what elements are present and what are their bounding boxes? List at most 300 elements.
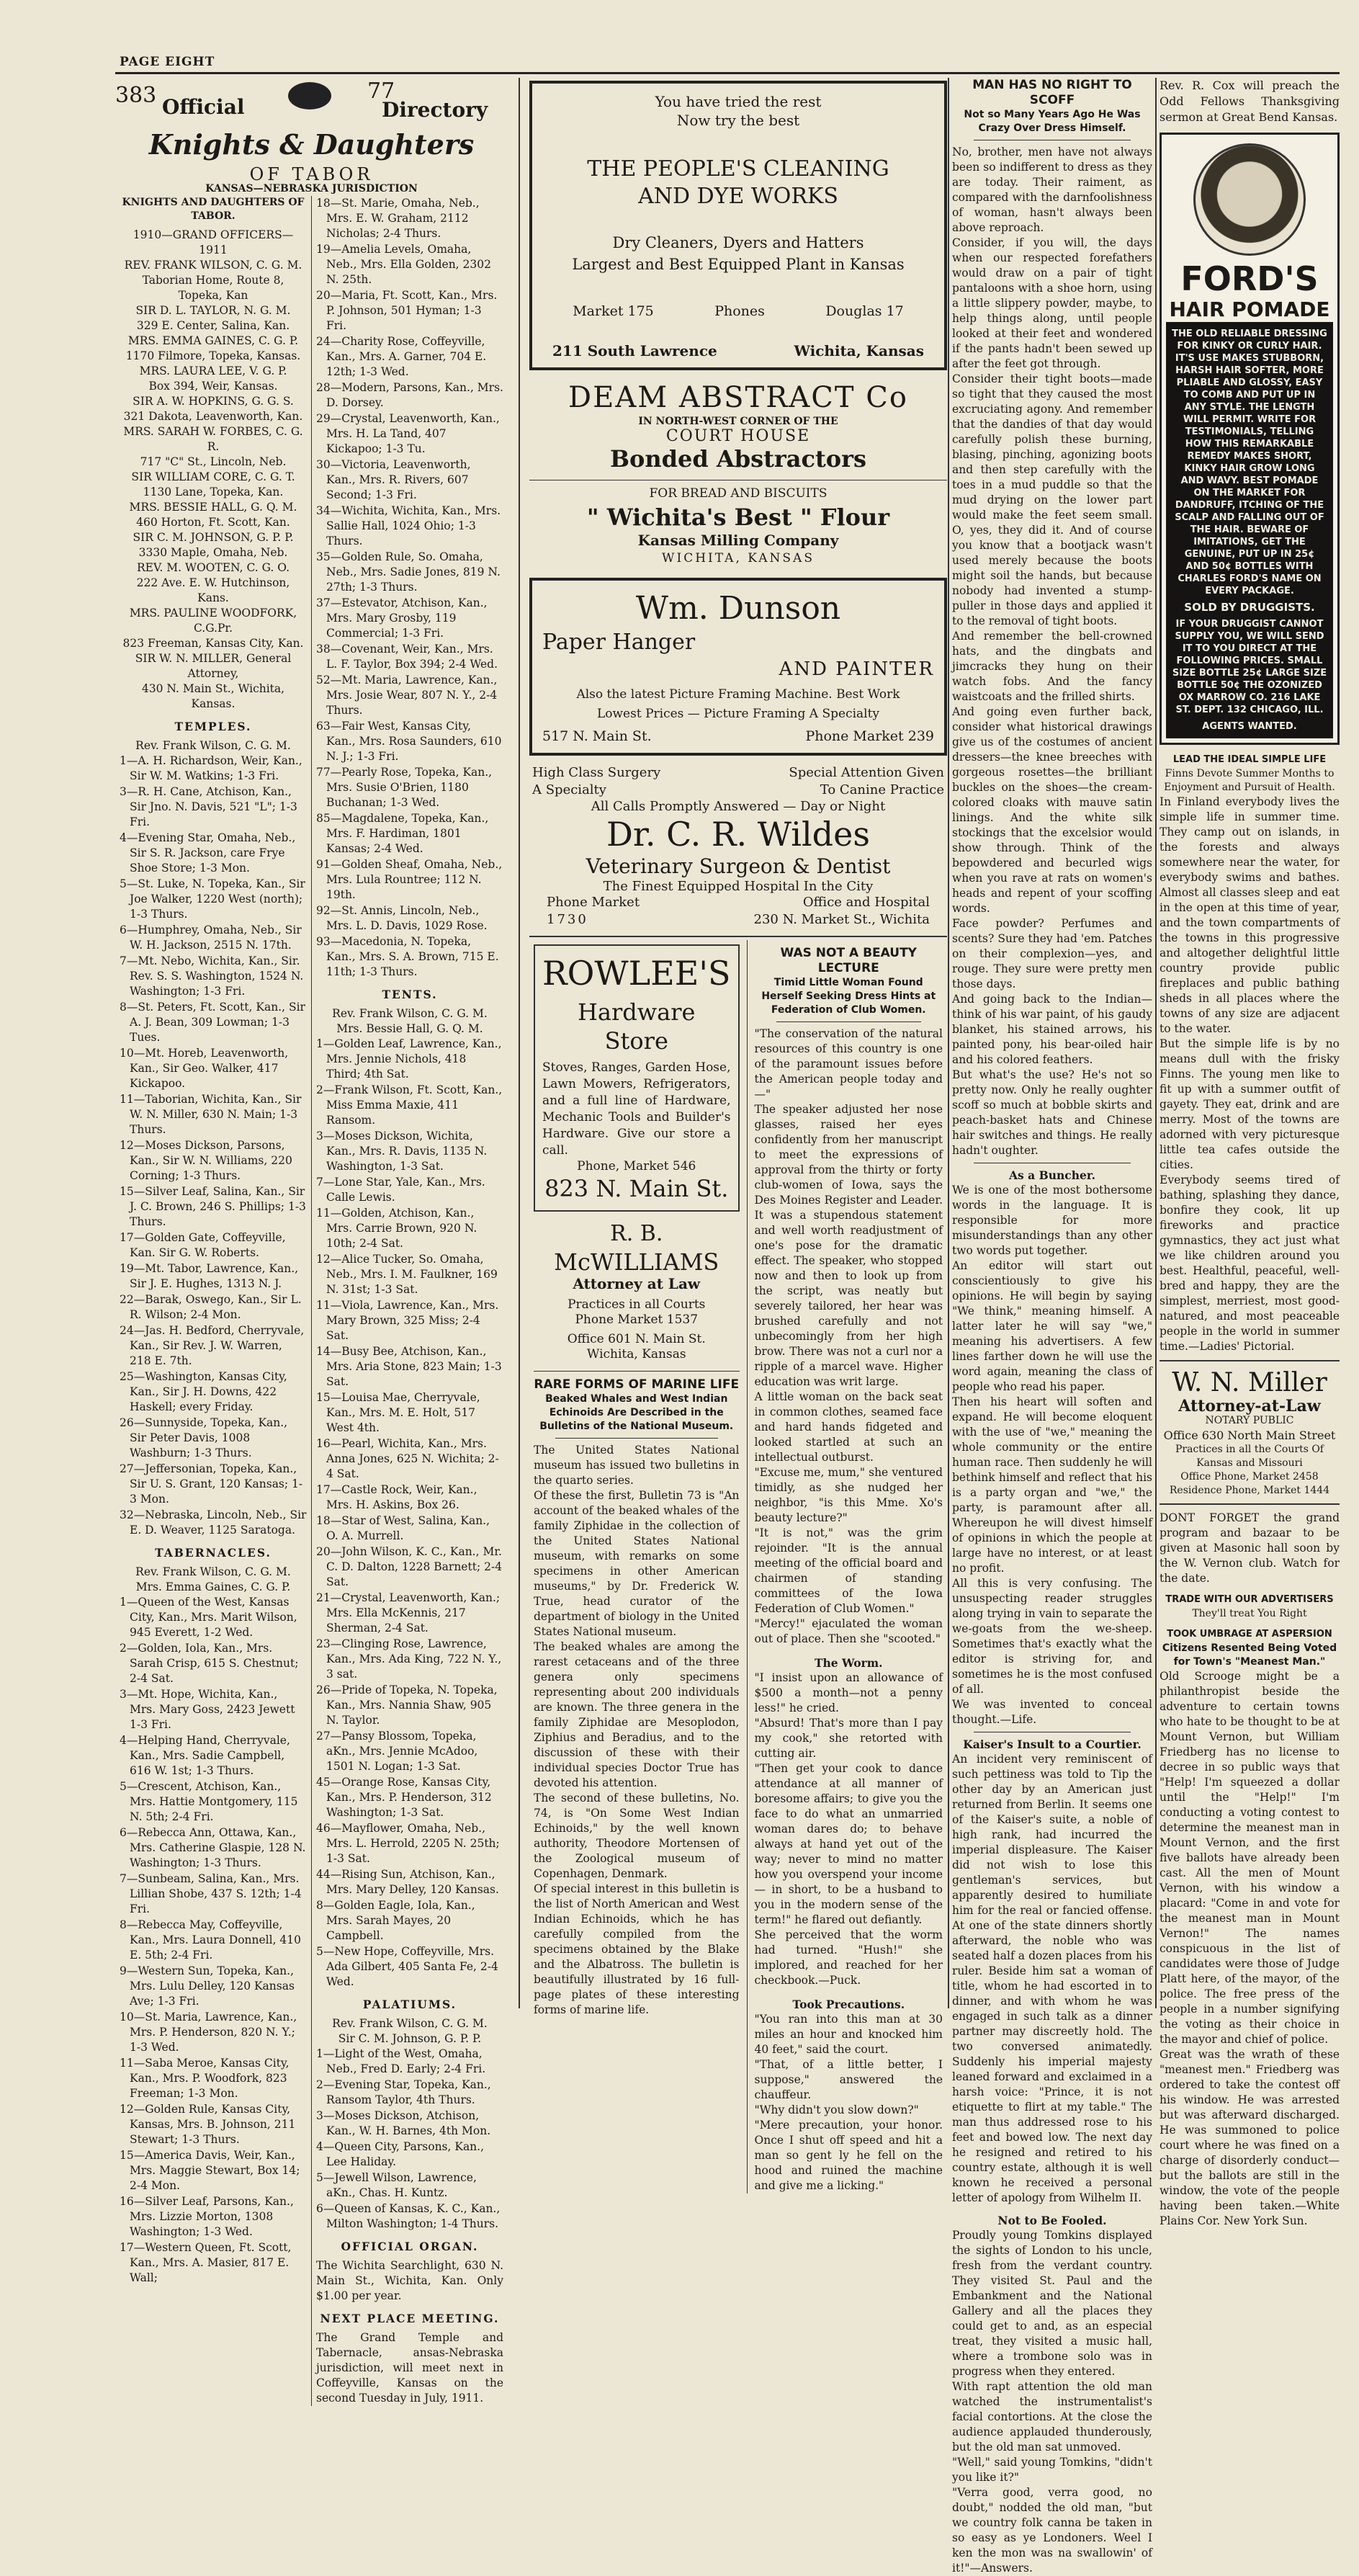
scrooge-deck: Citizens Resented Being Voted for Town's "Meanest Man." bbox=[1162, 1642, 1337, 1668]
right-entries bbox=[316, 196, 503, 980]
deam-sub2: COURT HOUSE bbox=[665, 427, 811, 445]
temple-entry: 32—Nebraska, Lincoln, Neb., Sir E. D. Weaver, 1125 Saratoga. bbox=[120, 1508, 307, 1537]
fooled-para: "Well," said young Tomkins, "didn't you like it?" bbox=[952, 2456, 1152, 2484]
temple-entry: 6—Humphrey, Omaha, Neb., Sir W. H. Jackson, 2515 N. 17th. bbox=[120, 923, 302, 952]
temple-entry: 19—Mt. Tabor, Lawrence, Kan., Sir J. E. Hughes, 1313 N. J. bbox=[120, 1262, 299, 1290]
kaiser-headline: Kaiser's Insult to a Courtier. bbox=[963, 1738, 1142, 1751]
tabernacle-entry: 20—Maria, Ft. Scott, Kan., Mrs. P. Johnson, 501 Hyman; 1-3 Fri. bbox=[316, 289, 498, 332]
marine-deck: Beaked Whales and West Indian Echinoids Are Described in the Bulletins of the National Museum. bbox=[539, 1393, 734, 1432]
precautions-para: "Why didn't you slow down?" bbox=[754, 2103, 919, 2116]
scoff-para: Face powder? Perfumes and scents? Sure they had 'em. Patches on their complexion—yes, and rouge. They sure were pretty men those days. bbox=[952, 917, 1152, 990]
tent-entry: 14—Busy Bee, Atchison, Kan., Mrs. Aria Stone, 823 Main; 1-3 Sat. bbox=[316, 1345, 502, 1388]
ford-body: THE OLD RELIABLE DRESSING FOR KINKY OR CURLY HAIR. IT'S USE MAKES STUBBORN, HARSH HAIR SOFTER, MORE PLIABLE AND GLOSSY, EASY TO COMB AND PUT UP IN ANY STYLE. THE LENGTH WILL PERMIT. WRITE FOR TESTIMONIALS, TELLING HOW THIS REMARKABLE REMEDY MAKES SHORT, KINKY HAIR GROW LONG AND WAVY. BEST POMADE ON THE MARKET FOR DANDRUFF, ITCHING OF THE SCALP AND FALLING OUT OF THE HAIR. BEWARE OF IMITATIONS, GET THE GENUINE, PUT UP IN 25¢ AND 50¢ BOTTLES WITH CHARLES FORD'S NAME ON EVERY PACKAGE. bbox=[1172, 328, 1327, 596]
jurisdiction: KANSAS—NEBRASKA JURISDICTION bbox=[205, 183, 418, 194]
emblem-icon bbox=[288, 82, 331, 109]
tabernacle-entry: 5—Crescent, Atchison, Kan., Mrs. Hattie Montgomery, 115 N. 5th; 2-4 Fri. bbox=[120, 1780, 298, 1823]
column-rule bbox=[1155, 78, 1157, 2008]
beauty-article bbox=[755, 946, 943, 1647]
scoff-deck: Not so Many Years Ago He Was Crazy Over Dress Himself. bbox=[964, 109, 1141, 134]
flour-ad bbox=[529, 480, 947, 573]
tent-entry: 11—Golden, Atchison, Kan., Mrs. Carrie Brown, 920 N. 10th; 2-4 Sat. bbox=[316, 1207, 477, 1250]
officer-line: 823 Freeman, Kansas City, Kan. bbox=[122, 637, 304, 650]
marine-para: Of special interest in this bulletin is the list of North American and West Indian Echinoids, which he has carefully compiled from the specimens obtained by the Blake and the Albatross. The bulletin is beautifully illustrated by 16 full-page plates of these interesting forms of marine life. bbox=[534, 1882, 740, 2016]
officer-line: Taborian Home, Route 8, Topeka, Kan bbox=[142, 274, 284, 302]
directory-number-right: 77 bbox=[367, 79, 395, 104]
temple-entry: 1—A. H. Richardson, Weir, Kan., Sir W. M. Watkins; 1-3 Fri. bbox=[120, 754, 302, 782]
right-column bbox=[1160, 78, 1340, 2227]
palatium-entry: 6—Queen of Kansas, K. C., Kan., Milton Washington; 1-4 Thurs. bbox=[316, 2202, 501, 2230]
wildes-calls: All Calls Promptly Answered — Day or Night bbox=[591, 799, 886, 814]
tent-entry: 20—John Wilson, K. C., Kan., Mr. C. D. Dalton, 1228 Barnett; 2-4 Sat. bbox=[316, 1545, 503, 1588]
marine-article bbox=[534, 1377, 740, 2018]
directory-right bbox=[312, 196, 508, 2406]
rowlee-phone: Phone, Market 546 bbox=[577, 1159, 696, 1173]
tent-entry: 5—New Hope, Coffeyville, Mrs. Ada Gilbert, 405 Santa Fe, 2-4 Wed. bbox=[316, 1945, 498, 1988]
temple-entry: 7—Mt. Nebo, Wichita, Kan., Sir. Rev. S. S. Washington, 1524 N. Washington; 1-3 Fri. bbox=[120, 954, 304, 998]
marine-para: The United States National museum has issued two bulletins in the quarto series. bbox=[534, 1444, 740, 1487]
tabernacle-entry: 8—Rebecca May, Coffeyville, Kan., Mrs. Laura Donnell, 410 E. 5th; 2-4 Fri. bbox=[120, 1918, 302, 1962]
miller-practice: Practices in all the Courts Of Kansas and Missouri bbox=[1175, 1444, 1324, 1469]
mcwilliams-line4: Wichita, Kansas bbox=[586, 1347, 686, 1361]
deam-sub1: IN NORTH-WEST CORNER OF THE bbox=[638, 416, 838, 427]
tabernacle-entry: 4—Helping Hand, Cherryvale, Kan., Mrs. Sadie Campbell, 616 W. 1st; 1-3 Thurs. bbox=[120, 1734, 290, 1777]
fooled-para: Proudly young Tomkins displayed the sights of London to his uncle, fresh from the verdant country. They visited St. Paul and the Embankment and the National Gallery and all the places they could get to and, as an especial treat, they visited a music hall, where a trombone solo was in progress when they entered. bbox=[952, 2229, 1152, 2378]
directory-number-left: 383 bbox=[115, 83, 157, 108]
palatium-entry: 2—Evening Star, Topeka, Kan., Ransom Taylor, 4th Thurs. bbox=[316, 2078, 491, 2106]
scoff-para: And going even further back, consider what historical drawings give us of the costumes of ancient dressers—the knee breeches with gorgeous rosettes—the brilliant buckles on the shoes—the cream-colored cloaks with mauve satin linings. And the white silk stockings that the excelsior would show through. Think of the bepowdered and becurled wigs when you rave at rats on women's heads and repent of your scoffing words. bbox=[952, 705, 1152, 915]
buncher-headline: As a Buncher. bbox=[1009, 1168, 1095, 1182]
scoff-headline: MAN HAS NO RIGHT TO SCOFF bbox=[972, 78, 1132, 107]
tabernacle-entry: 24—Charity Rose, Coffeyville, Kan., Mrs. A. Garner, 704 E. 12th; 1-3 Wed. bbox=[316, 335, 487, 378]
tent-entry: 45—Orange Rose, Kansas City, Kan., Mrs. P. Henderson, 312 Washington; 1-3 Sat. bbox=[316, 1776, 492, 1819]
palatiums-intro: Sir C. M. Johnson, G. P. P. bbox=[338, 2032, 482, 2045]
flour-title: " Wichita's Best " Flour bbox=[586, 504, 890, 531]
woman-portrait-icon bbox=[1193, 143, 1306, 256]
mcwilliams-name1: R. B. bbox=[610, 1221, 663, 1246]
temple-entry: 24—Jas. H. Bedford, Cherryvale, Kan., Sir Rev. J. W. Warren, 218 E. 7th. bbox=[120, 1324, 305, 1367]
temple-entry: 12—Moses Dickson, Parsons, Kan., Sir W. N. Williams, 220 Corning; 1-3 Thurs. bbox=[120, 1139, 292, 1182]
tabernacle-entry: 18—St. Marie, Omaha, Neb., Mrs. E. W. Graham, 2112 Nicholas; 2-4 Thurs. bbox=[316, 197, 480, 240]
scrooge-para: Great was the wrath of these "meanest men." Friedberg was ordered to take the contest off his window. He was arrested but was afterward discharged. He was summoned to police court where he was fined on a charge of disorderly conduct—but the ballots are still in the window, the vote of the people having been taken.—White Plains Cor. New York Sun. bbox=[1160, 2048, 1340, 2227]
tent-entry: 18—Star of West, Salina, Kan., O. A. Murrell. bbox=[316, 1514, 490, 1542]
tents-intro: Mrs. Bessie Hall, G. Q. M. bbox=[336, 1022, 483, 1035]
wildes-phone-label: Phone Market bbox=[547, 895, 640, 910]
tabernacle-entry: 92—St. Annis, Lincoln, Neb., Mrs. L. D. Davis, 1029 Rose. bbox=[316, 904, 488, 932]
tabernacle-entry: 1—Queen of the West, Kansas City, Kan., Mrs. Marit Wilson, 945 Everett, 1-2 Wed. bbox=[120, 1596, 297, 1639]
palatium-entry: 3—Moses Dickson, Atchison, Kan., W. H. Barnes, 4th Mon. bbox=[316, 2109, 491, 2137]
scoff-para: But what's the use? He's not so pretty now. Only he really oughter scoff so much at bobble skirts and peach-basket hats and Chinese hair switches and things. He really hadn't oughter. bbox=[952, 1068, 1152, 1157]
cleaning-line2: Now try the best bbox=[676, 112, 800, 129]
officer-line: 1170 Filmore, Topeka, Kansas. bbox=[125, 349, 301, 362]
cleaning-phone-left: Market 175 bbox=[573, 303, 654, 319]
col2-lower bbox=[529, 940, 947, 2193]
col2-lower-left bbox=[529, 940, 747, 2193]
wildes-office bbox=[754, 894, 930, 929]
officer-line: 430 N. Main St., Wichita, Kansas. bbox=[141, 682, 285, 710]
scoff-para: Consider their tight boots—made so tight that they caused the most excruciating agony. And remember that the dandies of that day would carefully polish these burning, blasing, pinching, agonizing boots and then step carefully with the toes in a mud puddle so that the mud drying on the lower part would make the feet seem small. O, yes, they did it. And of course you know that a bootjack wasn't used merely because the boots might soil the hands, but because nobody had invented a stump-puller in those days and applied it to the removal of tight boots. bbox=[952, 372, 1152, 627]
officer-line: 1130 Lane, Topeka, Kan. bbox=[143, 486, 284, 498]
temples-intro: Rev. Frank Wilson, C. G. M. bbox=[135, 739, 291, 752]
dunson-line2: Lowest Prices — Picture Framing A Specialty bbox=[596, 707, 880, 721]
directory-column bbox=[115, 78, 508, 2405]
tabernacle-entry: 37—Estevator, Atchison, Kan., Mrs. Mary Grosby, 119 Commercial; 1-3 Fri. bbox=[316, 596, 488, 640]
deam-title: DEAM ABSTRACT Co bbox=[568, 381, 908, 414]
tabernacle-entry: 3—Mt. Hope, Wichita, Kan., Mrs. Mary Goss, 2423 Jewett 1-3 Fri. bbox=[120, 1688, 295, 1731]
palatium-entry: 4—Queen City, Parsons, Kan., Lee Haliday. bbox=[316, 2140, 485, 2168]
cleaning-line1: You have tried the rest bbox=[655, 93, 822, 110]
tent-entry: 17—Castle Rock, Weir, Kan., Mrs. H. Askins, Box 26. bbox=[316, 1483, 477, 1511]
rowlee-body: Stoves, Ranges, Garden Hose, Lawn Mowers, Refrigerators, and a full line of Hardware, Mechanic Tools and Builder's Hardware. Give our store a call. bbox=[542, 1060, 731, 1158]
cleaning-ad bbox=[529, 81, 947, 370]
precautions-para: "That, of a little better, I suppose," answered the chauffeur. bbox=[754, 2058, 943, 2101]
officer-line: 717 "C" St., Lincoln, Neb. bbox=[140, 455, 287, 468]
scoff-para: No, brother, men have not always been so indifferent to dress as they are today. Their raiment, as compared with the darnfoolishness of woman, hasn't always been above reproach. bbox=[952, 146, 1152, 234]
officer-line: Box 394, Weir, Kansas. bbox=[148, 380, 278, 393]
officer-line: REV. FRANK WILSON, C. G. M. bbox=[124, 259, 302, 272]
buncher-para: We is one of the most bothersome words in the language. It is responsible for more misunderstandings than any other two words put together. bbox=[952, 1184, 1152, 1257]
tabernacle-entry: 93—Macedonia, N. Topeka, Kan., Mrs. S. A. Brown, 715 E. 11th; 1-3 Thurs. bbox=[316, 935, 499, 978]
org-subtitle: OF TABOR bbox=[249, 164, 374, 184]
tabernacle-entry: 2—Golden, Iola, Kan., Mrs. Sarah Crisp, 615 S. Chestnut; 2-4 Sat. bbox=[120, 1642, 299, 1685]
tabernacle-entry: 38—Covenant, Weir, Kan., Mrs. L. F. Taylor, Box 394; 2-4 Wed. bbox=[316, 643, 498, 671]
kaiser-article bbox=[952, 1737, 1152, 2206]
scrooge-para: Old Scrooge might be a philanthropist beside the adventure to certain towns who hate to be thought to be at Mount Vernon, but William Friedberg has no license to decree in so public ways that "Help! I'm squeezed a dollar until the "Help!" I'm conducting a voting contest to determine the meanest man in Mount Vernon, and the first five ballots have already been cast. All the men of Mount Vernon, with his window a placard: "Come in and vote for the meanest man in Mount Vernon!" The names conspicuous in the list of candidates were those of Judge Platt here, of the mayor, of the police. The free press of the people in a number signifying the voting as their choice in the mayor and chief of police. bbox=[1160, 1670, 1340, 2046]
tent-entry: 11—Viola, Lawrence, Kan., Mrs. Mary Brown, 325 Miss; 2-4 Sat. bbox=[316, 1299, 499, 1342]
temple-entry: 10—Mt. Horeb, Leavenworth, Kan., Sir Geo. Walker, 417 Kickapoo. bbox=[120, 1047, 289, 1090]
mcwilliams-name2: McWILLIAMS bbox=[554, 1248, 719, 1276]
wildes-hospital: The Finest Equipped Hospital In the City bbox=[603, 879, 874, 894]
tabernacle-entry: 16—Silver Leaf, Parsons, Kan., Mrs. Lizzie Morton, 1308 Washington; 1-3 Wed. bbox=[120, 2195, 294, 2238]
wildes-top bbox=[532, 764, 944, 799]
worm-para: "Absurd! That's more than I pay my cook," she retorted with cutting air. bbox=[754, 1717, 943, 1760]
officers-list bbox=[120, 258, 307, 712]
wildes-phone-num: 1730 bbox=[547, 912, 588, 927]
scoff-para: And going back to the Indian—think of his war paint, of his gaudy blanket, his stained arrows, his painted pony, his bear-oiled hair and his colored feathers. bbox=[952, 993, 1152, 1066]
tent-entry: 23—Clinging Rose, Lawrence, Kan., Mrs. Ada King, 722 N. Y., 3 sat. bbox=[316, 1637, 502, 1681]
officer-line: SIR WILLIAM CORE, C. G. T. bbox=[131, 470, 295, 483]
tent-entry: 26—Pride of Topeka, N. Topeka, Kan., Mrs. Nannia Shaw, 905 N. Taylor. bbox=[316, 1683, 498, 1727]
tabernacle-entry: 9—Western Sun, Topeka, Kan., Mrs. Lulu Delley, 120 Kansas Ave; 1-3 Fri. bbox=[120, 1964, 295, 2008]
rowlee-name: ROWLEE'S bbox=[542, 954, 731, 993]
tabernacle-entry: 91—Golden Sheaf, Omaha, Neb., Mrs. Lula Rountree; 112 N. 19th. bbox=[316, 858, 503, 901]
dunson-name: Wm. Dunson bbox=[635, 590, 841, 627]
beauty-para: "Excuse me, mum," she ventured timidly, as she nudged her neighbor, "is this Mme. Xo's beauty lecture?" bbox=[754, 1466, 943, 1524]
wildes-title: Veterinary Surgeon & Dentist bbox=[586, 854, 891, 878]
miller-phone: Office Phone, Market 2458 bbox=[1180, 1471, 1319, 1482]
temple-entry: 26—Sunnyside, Topeka, Kan., Sir Peter Davis, 1008 Washburn; 1-3 Thurs. bbox=[120, 1416, 288, 1459]
buncher-para: Then his heart will soften and expand. He will become eloquent with the use of "we," meaning the whole community or the entire human race. Then suddenly he will bethink himself and reflect that his is a party organ and "we," the party, is paramount after all. Whereupon he will divest himself of opinions in which the people at large have no interest, or at least no profit. bbox=[952, 1395, 1152, 1575]
fooled-article bbox=[952, 2213, 1152, 2576]
cleaning-phone-right: Douglas 17 bbox=[825, 303, 904, 319]
finns-deck: Finns Devote Summer Months to Enjoyment and Pursuit of Health. bbox=[1164, 768, 1335, 793]
beauty-deck: Timid Little Woman Found Herself Seeking Dress Hints at Federation of Club Women. bbox=[761, 977, 936, 1016]
officer-line: MRS. BESSIE HALL, G. Q. M. bbox=[129, 501, 297, 514]
ford-title2: HAIR POMADE bbox=[1169, 298, 1330, 321]
beauty-headline: WAS NOT A BEAUTY LECTURE bbox=[780, 946, 917, 975]
mcwilliams-ad bbox=[534, 1212, 740, 1372]
tabernacles-intro: Mrs. Emma Gaines, C. G. P. bbox=[135, 1580, 291, 1593]
tent-entry: 16—Pearl, Wichita, Kan., Mrs. Anna Jones, 625 N. Wichita; 2-4 Sat. bbox=[316, 1437, 499, 1480]
beauty-para: "The conservation of the natural resources of this country is one of the paramount issues before the American people today and—" bbox=[754, 1027, 943, 1101]
temple-entry: 22—Barak, Oswego, Kan., Sir L. R. Wilson; 2-4 Mon. bbox=[120, 1293, 302, 1321]
miller-ad bbox=[1160, 1360, 1340, 1505]
page-header bbox=[115, 50, 1340, 74]
ford-sold: SOLD BY DRUGGISTS. bbox=[1184, 601, 1315, 614]
marine-para: The second of these bulletins, No. 74, is "On Some West Indian Echinoids," by the well known authority, Theodore Mortensen of the Zoological museum of Copenhagen, Denmark. bbox=[534, 1792, 740, 1880]
org-title: Knights & Daughters bbox=[148, 128, 475, 161]
rowlee-addr: 823 N. Main St. bbox=[544, 1175, 729, 1202]
officer-line: MRS. EMMA GAINES, C. G. P. bbox=[127, 334, 299, 347]
temple-entry: 5—St. Luke, N. Topeka, Kan., Sir Joe Walker, 1220 West (north); 1-3 Thurs. bbox=[120, 877, 305, 921]
temple-entry: 3—R. H. Cane, Atchison, Kan., Sir Jno. N. Davis, 521 "L"; 1-3 Fri. bbox=[120, 785, 297, 828]
marine-para: The beaked whales are among the rarest cetaceans and of the three genera only specimens representing about 200 individuals are known. The three genera in the family Ziphidae are Mesoplodon, Ziphius and Beradius, and to the discussion of these with their individual species Doctor True has devoted his attention. bbox=[534, 1640, 740, 1789]
of-heading: KNIGHTS AND DAUGHTERS OF TABOR. bbox=[122, 197, 305, 222]
buncher-article bbox=[952, 1168, 1152, 1727]
palatium-entry: 5—Jewell Wilson, Lawrence, aKn., Chas. H. Kuntz. bbox=[316, 2171, 477, 2199]
organ-heading: OFFICIAL ORGAN. bbox=[341, 2240, 479, 2253]
articles-column bbox=[952, 78, 1152, 2575]
dunson-addr: 517 N. Main St. bbox=[542, 728, 652, 744]
tabernacle-entry: 52—Mt. Maria, Lawrence, Kan., Mrs. Josie Wear, 807 N. Y., 2-4 Thurs. bbox=[316, 674, 498, 717]
cleaning-addr-left: 211 South Lawrence bbox=[552, 342, 717, 359]
worm-headline: The Worm. bbox=[814, 1656, 883, 1670]
beauty-para: "Mercy!" ejaculated the woman out of place. Then she "scooted." bbox=[754, 1617, 943, 1645]
tent-entry: 27—Pansy Blossom, Topeka, aKn., Mrs. Jennie McAdoo, 1501 N. Logan; 1-3 Sat. bbox=[316, 1730, 478, 1773]
cleaning-addr bbox=[542, 344, 934, 359]
palatiums-list bbox=[316, 2047, 503, 2232]
tabernacle-entry: 12—Golden Rule, Kansas City, Kansas, Mrs. B. Johnson, 211 Stewart; 1-3 Thurs. bbox=[120, 2103, 296, 2146]
flour-city: WICHITA, KANSAS bbox=[662, 551, 815, 565]
wildes-left1: High Class Surgery bbox=[532, 765, 661, 780]
wildes-phone bbox=[547, 894, 640, 929]
flour-company: Kansas Milling Company bbox=[637, 532, 839, 549]
kaiser-para: An incident very reminiscent of such pettiness was told to Tip the other day by an American just returned from Berlin. It seems one of the Kaiser's suite, a noble of high rank, had incurred the imperial displeasure. The Kaiser did not wish to lose this gentleman's services, but apparently desired to humiliate him for the real or fancied offense. At one of the state dinners shortly afterward, the noble who was seated half a dozen places from his ruler. Beside him sat a woman of title, whom he had escorted in to dinner, and with whom he was engaged in such talk as a dinner partner may discreetly hold. The two conversed animatedly. Suddenly his imperial majesty leaned forward and exclaimed in a harsh voice: "Prince, it is not etiquette to flirt at my table." The man thus addressed rose to his feet and bowed low. The next day he resigned and retired to his country estate, although it is well known he received a personal letter of apology from Wilhelm II. bbox=[952, 1753, 1152, 2204]
flour-lead: FOR BREAD AND BISCUITS bbox=[649, 486, 827, 501]
miller-name: W. N. Miller bbox=[1172, 1368, 1327, 1397]
officers-heading: 1910—GRAND OFFICERS—1911 bbox=[133, 228, 294, 256]
cleaning-title2: AND DYE WORKS bbox=[638, 184, 838, 209]
tabernacles-heading: TABERNACLES. bbox=[155, 1546, 272, 1560]
buncher-para: We was invented to conceal thought.—Life. bbox=[952, 1698, 1152, 1726]
wildes-left bbox=[532, 764, 660, 799]
precautions-headline: Took Precautions. bbox=[792, 1998, 905, 2011]
wildes-right2: To Canine Practice bbox=[820, 782, 944, 797]
temple-entry: 8—St. Peters, Ft. Scott, Kan., Sir A. J. Bean, 309 Lowman; 1-3 Tues. bbox=[120, 1001, 305, 1044]
column-rule bbox=[948, 78, 949, 2008]
finns-para: But the simple life is by no means dull with the frisky Finns. The young men like to fit up with a summer outfit of gayety. They eat, drink and are merry. Most of the towns are adorned with very picturesque little tea cafes outside the cities. bbox=[1160, 1037, 1340, 1171]
tabernacle-entry: 63—Fair West, Kansas City, Kan., Mrs. Rosa Saunders, 610 N. J.; 1-3 Fri. bbox=[316, 720, 502, 763]
officer-line: MRS. LAURA LEE, V. G. P. bbox=[139, 365, 287, 377]
dunson-contact bbox=[542, 729, 934, 744]
column-rule bbox=[519, 78, 520, 2008]
miller-residence: Residence Phone, Market 1444 bbox=[1169, 1485, 1330, 1496]
cleaning-addr-right: Wichita, Kansas bbox=[794, 342, 924, 359]
tents-intro: Rev. Frank Wilson, C. G. M. bbox=[332, 1007, 488, 1020]
tent-entry: 44—Rising Sun, Atchison, Kan., Mrs. Mary Delley, 120 Kansas. bbox=[316, 1868, 499, 1896]
divider bbox=[776, 1021, 922, 1022]
temple-entry: 11—Taborian, Wichita, Kan., Sir W. N. Miller, 630 N. Main; 1-3 Thurs. bbox=[120, 1093, 302, 1136]
palatiums-intro: Rev. Frank Wilson, C. G. M. bbox=[332, 2017, 488, 2030]
scoff-para: Consider, if you will, the days when our respected forefathers would draw on a pair of tight pantaloons with a shoe horn, using a little slippery powder, maybe, to help things along, until people looked at their feet and wondered if the pants hadn't been sewed up after the feet got through. bbox=[952, 236, 1152, 370]
tabernacles-intro: Rev. Frank Wilson, C. G. M. bbox=[135, 1565, 291, 1578]
dunson-line1: Also the latest Picture Framing Machine. Best Work bbox=[576, 687, 900, 702]
temple-entry: 4—Evening Star, Omaha, Neb., Sir S. R. Jackson, care Frye Shoe Store; 1-3 Mon. bbox=[120, 831, 296, 875]
palatiums-heading: PALATIUMS. bbox=[362, 1998, 457, 2011]
temple-entry: 25—Washington, Kansas City, Kan., Sir J. H. Downs, 422 Haskell; every Friday. bbox=[120, 1370, 287, 1413]
ford-panel bbox=[1166, 322, 1333, 738]
tabernacle-entry: 29—Crystal, Leavenworth, Kan., Mrs. H. La Tand, 407 Kickapoo; 1-3 Tu. bbox=[316, 412, 500, 455]
precautions-article bbox=[755, 1997, 943, 2193]
tabernacle-entry: 30—Victoria, Leavenworth, Kan., Mrs. R. Rivers, 607 Second; 1-3 Fri. bbox=[316, 458, 471, 501]
miller-notary: NOTARY PUBLIC bbox=[1205, 1415, 1294, 1426]
tabernacle-entry: 77—Pearly Rose, Topeka, Kan., Mrs. Susie O'Brien, 1180 Buchanan; 1-3 Wed. bbox=[316, 766, 493, 809]
meeting-text: The Grand Temple and Tabernacle, ansas-Nebraska jurisdiction, will meet next in Coffeyville, Kansas on the second Tuesday in July, 1911. bbox=[316, 2331, 503, 2405]
bazaar-note: DONT FORGET the grand program and bazaar to be given at Masonic hall soon by the W. Vernon club. Watch for the date. bbox=[1160, 1511, 1340, 1585]
tent-entry: 21—Crystal, Leavenworth, Kan.; Mrs. Ella McKennis, 217 Sherman, 2-4 Sat. bbox=[316, 1591, 501, 1634]
ford-title1: FORD'S bbox=[1180, 259, 1319, 298]
directory-masthead bbox=[115, 78, 508, 120]
ford-agents: AGENTS WANTED. bbox=[1202, 721, 1297, 732]
miller-office: Office 630 North Main Street bbox=[1163, 1428, 1336, 1442]
officer-line: SIR W. N. MILLER, General Attorney, bbox=[135, 652, 292, 680]
buncher-para: An editor will start out conscientiously to give his opinions. He will begin by saying "We think," meaning himself. A latter later he will say "we," meaning his advertisers. A few lines farther down he will use the word again, meaning the class of people who read his paper. bbox=[952, 1259, 1152, 1393]
deam-ad bbox=[529, 375, 947, 480]
precautions-para: "You ran into this man at 30 miles an hour and knocked him 40 feet," said the court. bbox=[754, 2013, 943, 2056]
rowlee-ad bbox=[534, 944, 740, 1212]
dunson-phone: Phone Market 239 bbox=[805, 728, 934, 744]
officer-line: 222 Ave. E. W. Hutchinson, Kans. bbox=[136, 576, 290, 604]
wildes-office-label: Office and Hospital bbox=[802, 895, 930, 910]
miller-title: Attorney-at-Law bbox=[1178, 1397, 1321, 1416]
dunson-trade1: Paper Hanger bbox=[542, 630, 696, 655]
wildes-ad bbox=[529, 760, 947, 937]
advertise-deck: They'll treat You Right bbox=[1192, 1608, 1307, 1619]
scoff-para: And remember the bell-crowned hats, and the dingbats and jimcracks they hung on their watch fobs. And the fancy waistcoats and the frilled shirts. bbox=[952, 630, 1152, 703]
tent-entry: 7—Lone Star, Yale, Kan., Mrs. Calle Lewis. bbox=[316, 1176, 485, 1204]
meeting-heading: NEXT PLACE MEETING. bbox=[320, 2312, 500, 2325]
finns-headline: LEAD THE IDEAL SIMPLE LIFE bbox=[1172, 754, 1327, 765]
scrooge-article bbox=[1160, 1627, 1340, 2229]
temples-heading: TEMPLES. bbox=[174, 720, 252, 733]
tabernacle-entry: 19—Amelia Levels, Omaha, Neb., Mrs. Ella Golden, 2302 N. 25th. bbox=[316, 243, 491, 286]
officer-line: SIR A. W. HOPKINS, G. G. S. bbox=[133, 395, 294, 408]
beauty-para: "It is not," was the grim rejoinder. "It is the annual meeting of the official board and chairmen of standing committees of the Iowa Federation of Club Women." bbox=[754, 1526, 943, 1615]
directory-table bbox=[115, 196, 508, 2406]
temple-entry: 27—Jeffersonian, Topeka, Kan., Sir U. S. Grant, 120 Kansas; 1-3 Mon. bbox=[120, 1462, 303, 1506]
wildes-right1: Special Attention Given bbox=[789, 765, 944, 780]
mcwilliams-line2: Phone Market 1537 bbox=[575, 1312, 699, 1327]
page-number: PAGE EIGHT bbox=[120, 55, 215, 69]
wildes-left2: A Specialty bbox=[532, 782, 606, 797]
directory-title-left: Official bbox=[162, 95, 245, 119]
precautions-para: "Mere precaution, your honor. Once I shut off speed and hit a man so gent ly he fell on the hood and ruined the machine and give me a licking." bbox=[754, 2119, 943, 2192]
tent-entry: 12—Alice Tucker, So. Omaha, Neb., Mrs. I. M. Faulkner, 169 N. 31st; 1-3 Sat. bbox=[316, 1253, 498, 1296]
fooled-para: "Verra good, verra good, no doubt," nodded the old man, "but we country folk canna be taken in so easy as ye Londoners. Weel I ken the mon was na swallowin' of it!"—Answers. bbox=[952, 2486, 1152, 2575]
temple-entry: 17—Golden Gate, Coffeyville, Kan. Sir G. W. Roberts. bbox=[120, 1231, 286, 1259]
tent-entry: 1—Golden Leaf, Lawrence, Kan., Mrs. Jennie Nichols, 418 Third; 4th Sat. bbox=[316, 1037, 502, 1081]
tabernacles-list bbox=[120, 1595, 307, 2286]
advertise-headline: TRADE WITH OUR ADVERTISERS bbox=[1165, 1594, 1334, 1605]
ford-bottom: IF YOUR DRUGGIST CANNOT SUPPLY YOU, WE WILL SEND IT TO YOU DIRECT AT THE FOLLOWING PRICES. SMALL SIZE BOTTLE 25¢ LARGE SIZE BOTTLE 50¢ THE OZONIZED OX MARROW CO. 216 LAKE ST. DEPT. 132 CHICAGO, ILL. bbox=[1172, 619, 1327, 715]
col2-lower-right bbox=[747, 940, 947, 2193]
officer-line: 321 Dakota, Leavenworth, Kan. bbox=[123, 410, 303, 423]
worm-para: She perceived that the worm had turned. "Hush!" she implored, and reached for her checkbook.—Puck. bbox=[754, 1928, 943, 1987]
wildes-bottom bbox=[532, 894, 944, 929]
tabernacle-entry: 11—Saba Meroe, Kansas City, Kan., Mrs. P. Woodfork, 823 Freeman; 1-3 Mon. bbox=[120, 2057, 290, 2100]
tent-entry: 8—Golden Eagle, Iola, Kan., Mrs. Sarah Mayes, 20 Campbell. bbox=[316, 1899, 475, 1942]
tents-heading: TENTS. bbox=[382, 988, 438, 1001]
directory-title-right: Directory bbox=[382, 98, 488, 122]
marine-headline: RARE FORMS OF MARINE LIFE bbox=[534, 1377, 740, 1392]
beauty-para: The speaker adjusted her nose glasses, raised her eyes confidently from her manuscript to meet the expressions of approval from the thirty or forty club-women of Iowa, says the Des Moines Register and Leader. It was a stupendous statement and well worth readjustment of one's pose for the dramatic effect. The speaker, who stopped now and then to look up from the script, was neatly but severely tailored, her hear was brushed carefully and not unbecomingly from her high brow. There was not a curl nor a ripple of a marcel wave. Higher education was writ large. bbox=[754, 1103, 943, 1388]
fooled-para: With rapt attention the old man watched the instrumentalist's facial contortions. At the close the audience applauded thunderously, but the old man sat unmoved. bbox=[952, 2380, 1152, 2454]
tabernacle-entry: 6—Rebecca Ann, Ottawa, Kan., Mrs. Catherine Glaspie, 128 N. Washington; 1-3 Thurs. bbox=[120, 1826, 306, 1869]
mcwilliams-title: Attorney at Law bbox=[573, 1275, 701, 1292]
worm-para: "I insist upon an allowance of $500 a month—not a penny less!" he cried. bbox=[754, 1671, 943, 1714]
officer-line: MRS. PAULINE WOODFORK, C.G.Pr. bbox=[129, 607, 297, 635]
worm-article bbox=[755, 1655, 943, 1988]
tabernacle-entry: 10—St. Maria, Lawrence, Kan., Mrs. P. Henderson, 820 N. Y.; 1-3 Wed. bbox=[120, 2011, 297, 2054]
ads-column bbox=[529, 78, 947, 2192]
mcwilliams-line3: Office 601 N. Main St. bbox=[567, 1332, 706, 1346]
officer-line: SIR D. L. TAYLOR, N. G. M. bbox=[135, 304, 291, 317]
tent-entry: 3—Moses Dickson, Wichita, Kan., Mrs. R. Davis, 1135 N. Washington, 1-3 Sat. bbox=[316, 1130, 488, 1173]
tabernacle-entry: 35—Golden Rule, So. Omaha, Neb., Mrs. Sadie Jones, 819 N. 27th; 1-3 Thurs. bbox=[316, 550, 501, 594]
worm-para: "Then get your cook to dance attendance at all manner of boresome affairs; to give you the face to do what an unmarried woman dares do; to behave always at hand yet out of the way; never to mind no matter how you overspend your income— in short, to be a husband to you in the modern sense of the term!" he flared out defiantly. bbox=[754, 1762, 943, 1926]
deam-sub3: Bonded Abstractors bbox=[610, 445, 866, 473]
cox-note: Rev. R. Cox will preach the Odd Fellows Thanksgiving sermon at Great Bend Kansas. bbox=[1160, 79, 1340, 124]
wildes-name: Dr. C. R. Wildes bbox=[606, 815, 870, 854]
tabernacle-entry: 28—Modern, Parsons, Kan., Mrs. D. Dorsey. bbox=[316, 381, 503, 409]
cleaning-phones bbox=[542, 304, 934, 319]
marine-para: Of these the first, Bulletin 73 is "An account of the beaked whales of the family Ziphidae in the collection of the United States National museum, with remarks on some specimens in other American museums," by Dr. Frederick W. True, head curator of the department of biology in the United States National museum. bbox=[534, 1489, 740, 1638]
buncher-para: All this is very confusing. The unsuspecting reader struggles along trying in vain to separate the we-goats from the we-sheep. Sometimes that's exactly what the editor is striving for, and sometimes he is the most confused of all. bbox=[952, 1577, 1152, 1696]
tabernacle-entry: 15—America Davis, Weir, Kan., Mrs. Maggie Stewart, Box 14; 2-4 Mon. bbox=[120, 2149, 300, 2192]
divider bbox=[555, 1438, 718, 1439]
tent-entry: 46—Mayflower, Omaha, Neb., Mrs. L. Herrold, 2205 N. 25th; 1-3 Sat. bbox=[316, 1822, 500, 1865]
cleaning-sub1: Dry Cleaners, Dyers and Hatters bbox=[612, 234, 864, 251]
ford-ad bbox=[1160, 133, 1340, 745]
mcwilliams-line1: Practices in all Courts bbox=[568, 1297, 706, 1312]
temples-list bbox=[120, 753, 307, 1538]
cleaning-sub2: Largest and Best Equipped Plant in Kansas bbox=[572, 256, 905, 273]
organ-text: The Wichita Searchlight, 630 N. Main St., Wichita, Kan. Only $1.00 per year. bbox=[316, 2259, 503, 2302]
tents-list bbox=[316, 1037, 503, 1990]
finns-para: Everybody seems tired of bathing, splashing they dance, bonfire they cook, lit up fireworks and practice gymnastics, they act just what we like children around you best. Healthful, peaceful, well-bred and happy, they are the simplest, merriest, most good-natured, and most peaceable people in the world in summer time.—Ladies' Pictorial. bbox=[1160, 1173, 1340, 1353]
tabernacle-entry: 85—Magdalene, Topeka, Kan., Mrs. F. Hardiman, 1801 Kansas; 2-4 Wed. bbox=[316, 812, 489, 855]
finns-article bbox=[1160, 752, 1340, 1354]
beauty-para: A little woman on the back seat in common clothes, seamed face and hard hands fidgeted and looked startled at such an intellectual outburst. bbox=[754, 1390, 943, 1464]
officer-line: REV. M. WOOTEN, C. G. O. bbox=[136, 561, 290, 574]
finns-para: In Finland everybody lives the simple life in summer time. They camp out on islands, in the forests and always somewhere near the water, for everybody swims and bathes. Almost all classes sleep and eat in the open at this time of year, and the town compartments of the towns in this progressive and altogether delightful little country provide public fireplaces and public bathing sheds in all places where the towns of any size are adjacent to the water. bbox=[1160, 795, 1340, 1035]
scrooge-headline: TOOK UMBRAGE AT ASPERSION bbox=[1167, 1629, 1332, 1640]
wildes-right bbox=[789, 764, 944, 799]
officer-line: SIR C. M. JOHNSON, G. P. P. bbox=[133, 531, 294, 544]
cleaning-title1: THE PEOPLE'S CLEANING bbox=[587, 156, 889, 182]
directory-left bbox=[115, 196, 312, 2406]
dunson-trade2: AND PAINTER bbox=[779, 658, 934, 680]
scoff-article bbox=[952, 78, 1152, 1158]
officer-line: MRS. SARAH W. FORBES, C. G. R. bbox=[123, 425, 303, 453]
tent-entry: 15—Louisa Mae, Cherryvale, Kan., Mrs. M. E. Holt, 517 West 4th. bbox=[316, 1391, 480, 1434]
tent-entry: 2—Frank Wilson, Ft. Scott, Kan., Miss Emma Maxie, 411 Ransom. bbox=[316, 1083, 503, 1127]
palatium-entry: 1—Light of the West, Omaha, Neb., Fred D. Early; 2-4 Fri. bbox=[316, 2047, 486, 2075]
officer-line: 329 E. Center, Salina, Kan. bbox=[136, 319, 290, 332]
temple-entry: 15—Silver Leaf, Salina, Kan., Sir J. C. Brown, 246 S. Phillips; 1-3 Thurs. bbox=[120, 1185, 306, 1228]
dunson-ad bbox=[529, 578, 947, 756]
tabernacle-entry: 34—Wichita, Wichita, Kan., Mrs. Sallie Hall, 1024 Ohio; 1-3 Thurs. bbox=[316, 504, 501, 547]
rowlee-title: Hardware Store bbox=[578, 998, 696, 1055]
